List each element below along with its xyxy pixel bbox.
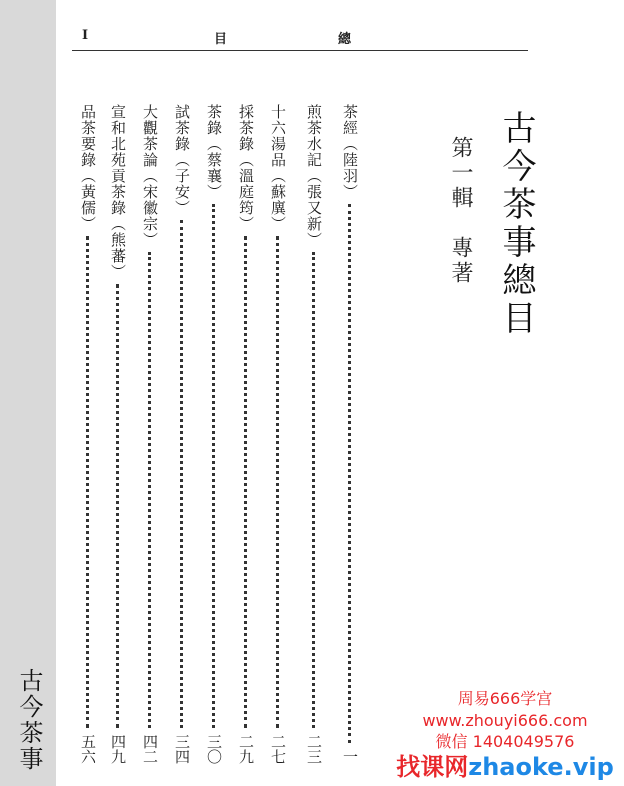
toc-entry-page: 五六 (79, 734, 97, 764)
header-rule (72, 50, 528, 51)
toc-entry-page: 三四 (173, 734, 191, 764)
toc-entry-title: 大觀茶論（宋徽宗） (141, 104, 159, 248)
toc-entry-title: 宣和北苑貢茶錄（熊蕃） (109, 104, 127, 280)
toc-leader-dots (244, 236, 247, 728)
toc-entry-title: 試茶錄（子安） (173, 104, 191, 216)
toc-entry-title: 採茶錄（溫庭筠） (237, 104, 255, 232)
toc-leader-dots (312, 252, 315, 728)
toc-entry (140, 104, 160, 764)
toc-entry-title: 品茶要錄（黃儒） (79, 104, 97, 232)
toc-entry-page: 二三 (305, 734, 323, 764)
watermark-line4b: zhaoke.vip (468, 753, 614, 781)
book-title: 古今茶事總目 (496, 110, 536, 338)
watermark-line4 (390, 752, 620, 782)
toc-entry (204, 104, 224, 764)
toc-entry (108, 104, 128, 764)
toc-leader-dots (86, 236, 89, 728)
toc-leader-dots (148, 252, 151, 728)
watermark-line2: www.zhouyi666.com (422, 711, 588, 730)
watermark-line3: 微信 1404049576 (435, 732, 575, 751)
watermark-line1: 周易666学宫 (457, 689, 553, 708)
toc-leader-dots (348, 204, 351, 743)
toc-entry-title: 煎茶水記（張又新） (305, 104, 323, 248)
toc-entry-title: 茶經（陸羽） (341, 104, 359, 200)
toc-entry (236, 104, 256, 764)
toc-entry-title: 茶錄（蔡襄） (205, 104, 223, 200)
header-middle-mark: 目 (214, 32, 228, 47)
volume-label: 第一輯 (448, 136, 473, 211)
toc-entry-page: 四二 (141, 734, 159, 764)
toc-entry-page: 一 (341, 749, 359, 764)
watermark (390, 688, 620, 782)
volume-author: 專著 (448, 236, 473, 286)
watermark-line4a: 找课网 (396, 753, 469, 781)
toc-leader-dots (276, 236, 279, 728)
left-sidebar (0, 0, 56, 786)
toc-entry (172, 104, 192, 764)
toc-entry (340, 104, 360, 764)
document-page (56, 0, 624, 786)
header-right-mark: 總 (338, 32, 352, 47)
header-left-mark: I (82, 28, 89, 43)
toc-leader-dots (180, 220, 183, 728)
toc-entry-page: 二七 (269, 734, 287, 764)
toc-entry (78, 104, 98, 764)
toc-entry (268, 104, 288, 764)
sidebar-title: 古今茶事 (15, 668, 43, 772)
toc-entry (304, 104, 324, 764)
toc-leader-dots (212, 204, 215, 728)
toc-entry-title: 十六湯品（蘇廙） (269, 104, 287, 232)
toc-entry-page: 二九 (237, 734, 255, 764)
toc-entry-page: 四九 (109, 734, 127, 764)
toc-leader-dots (116, 284, 119, 728)
toc-entry-page: 三〇 (205, 734, 223, 764)
